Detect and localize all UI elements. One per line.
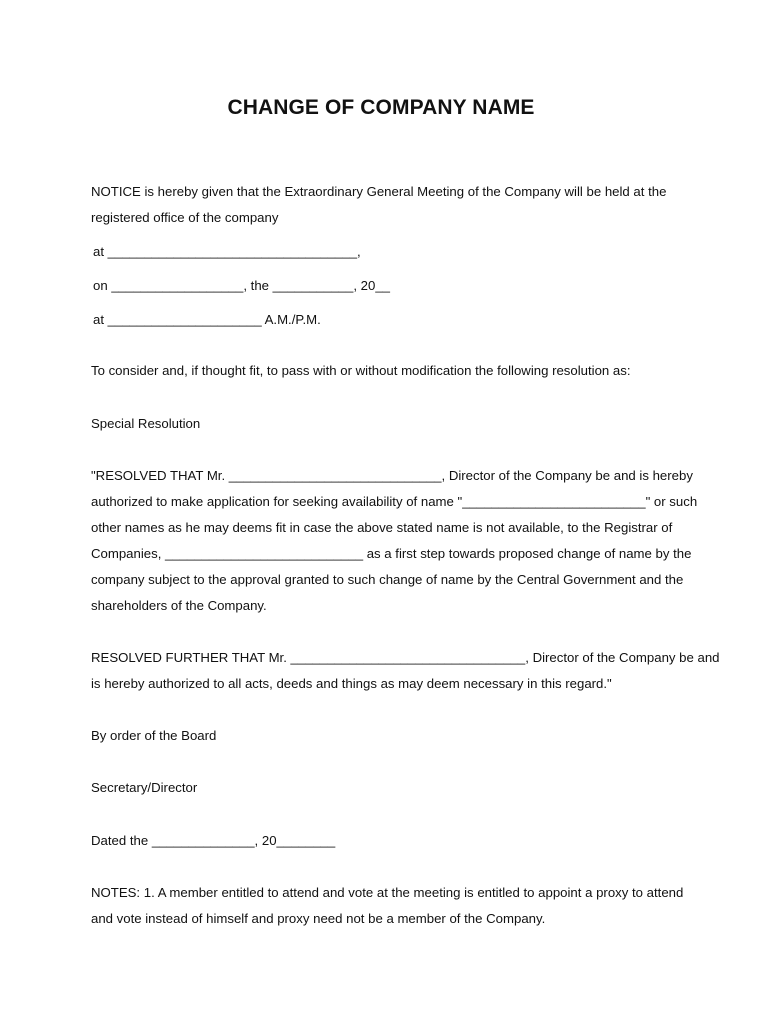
resolved-paragraph-line: Companies, ___________________________ as a first step towards proposed change of name by the xyxy=(91,546,692,561)
document-title: CHANGE OF COMPANY NAME xyxy=(227,96,535,119)
consider-line: To consider and, if thought fit, to pass with or without modification the following resolution as: xyxy=(91,363,631,378)
resolved-paragraph-line: shareholders of the Company. xyxy=(91,598,267,613)
time-line: at _____________________ A.M./P.M. xyxy=(93,312,321,327)
venue-line: at __________________________________, xyxy=(93,244,361,259)
secretary-line: Secretary/Director xyxy=(91,780,198,795)
resolved-further-line: RESOLVED FURTHER THAT Mr. ________________________________, Director of the Company be and xyxy=(91,650,720,665)
notice-line-2: registered office of the company xyxy=(91,210,279,225)
notice-line-1: NOTICE is hereby given that the Extraordinary General Meeting of the Company will be held at the xyxy=(91,184,667,199)
dated-line: Dated the ______________, 20________ xyxy=(91,833,336,848)
resolved-further-line: is hereby authorized to all acts, deeds and things as may deem necessary in this regard." xyxy=(91,676,612,691)
resolved-paragraph-line: authorized to make application for seeking availability of name "_________________________" or such xyxy=(91,494,698,509)
notes-line: and vote instead of himself and proxy need not be a member of the Company. xyxy=(91,911,546,926)
resolved-paragraph-line: other names as he may deems fit in case the above stated name is not available, to the Registrar of xyxy=(91,520,673,535)
date-line: on __________________, the ___________, 20__ xyxy=(93,278,391,293)
by-order-line: By order of the Board xyxy=(91,728,217,743)
special-resolution-heading: Special Resolution xyxy=(91,416,201,431)
notes-line: NOTES: 1. A member entitled to attend and vote at the meeting is entitled to appoint a proxy to attend xyxy=(91,885,684,900)
resolved-paragraph-line: company subject to the approval granted to such change of name by the Central Government and the xyxy=(91,572,684,587)
resolved-paragraph-line: "RESOLVED THAT Mr. _____________________________, Director of the Company be and is hereby xyxy=(91,468,693,483)
